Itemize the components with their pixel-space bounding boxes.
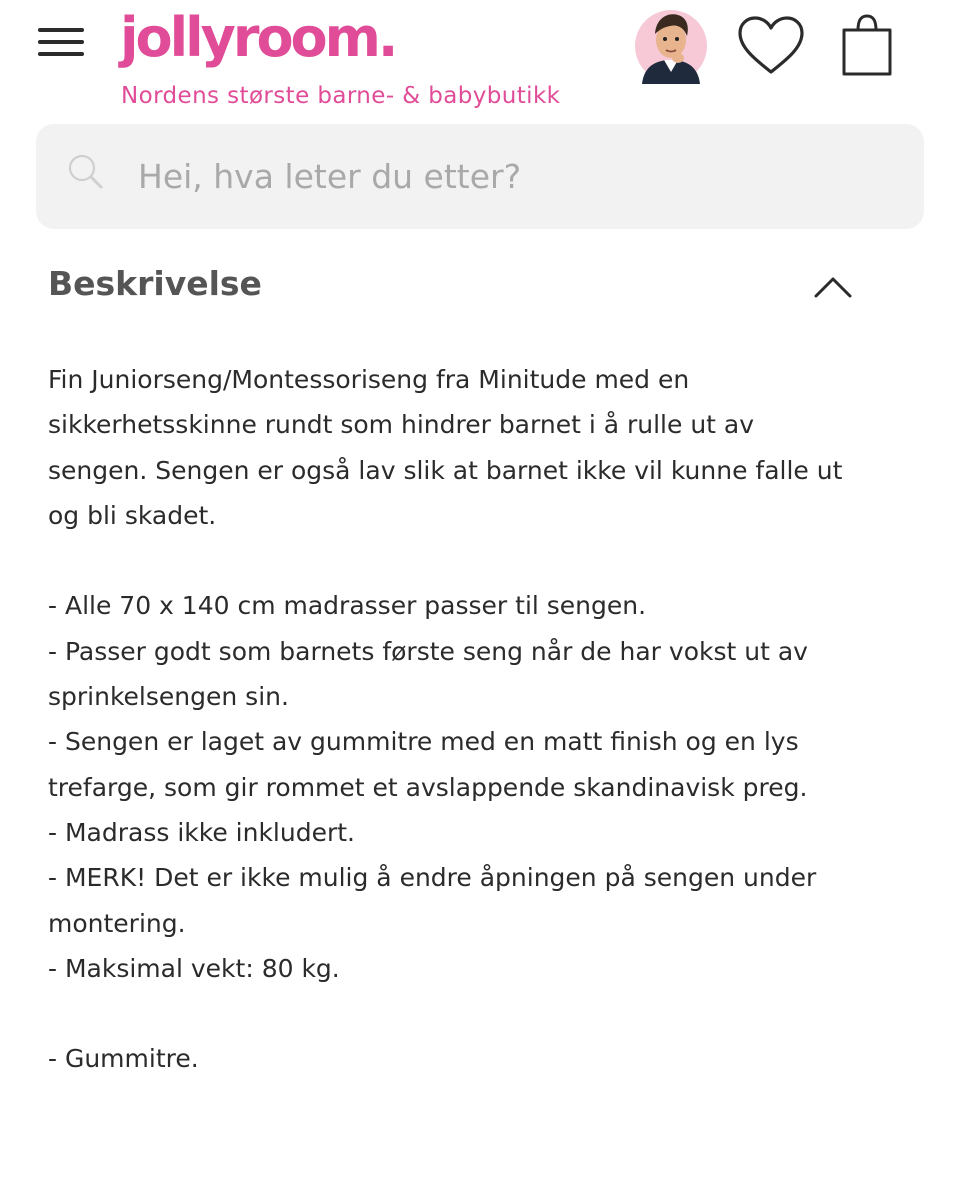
paragraph-gap	[48, 991, 928, 1036]
description-list-item: - Maksimal vekt: 80 kg.	[48, 953, 340, 983]
description-list-item: montering.	[48, 908, 186, 938]
site-header	[0, 0, 960, 120]
site-logo[interactable]: jollyroom.	[120, 6, 396, 69]
description-line: og bli skadet.	[48, 500, 217, 530]
hamburger-menu-icon[interactable]	[36, 24, 86, 60]
site-tagline: Nordens største barne- & babybutikk	[121, 83, 561, 109]
profile-avatar[interactable]	[634, 6, 708, 84]
description-line: sikkerhetsskinne rundt som hindrer barnet i å rulle ut av	[48, 410, 755, 440]
search-icon	[66, 152, 106, 192]
search-placeholder[interactable]: Hei, hva leter du etter?	[138, 157, 522, 196]
section-title[interactable]: Beskrivelse	[48, 264, 262, 303]
heart-icon[interactable]	[736, 14, 806, 78]
description-list-item: trefarge, som gir rommet et avslappende skandinavisk preg.	[48, 772, 808, 802]
product-description	[48, 357, 928, 1082]
description-line: sengen. Sengen er også lav slik at barnet ikke vil kunne falle ut	[48, 455, 843, 485]
paragraph-gap	[48, 538, 928, 583]
description-list	[48, 583, 928, 991]
description-intro	[48, 357, 928, 538]
description-list-item: - Sengen er laget av gummitre med en matt finish og en lys	[48, 727, 799, 757]
shopping-bag-icon[interactable]	[838, 12, 896, 78]
description-material-line: - Gummitre.	[48, 1044, 199, 1074]
chevron-up-icon[interactable]	[812, 268, 854, 302]
description-list-item: - Madrass ikke inkludert.	[48, 817, 355, 847]
description-list-item: sprinkelsengen sin.	[48, 682, 289, 712]
description-material	[48, 1036, 928, 1081]
description-list-item: - Alle 70 x 140 cm madrasser passer til sengen.	[48, 591, 647, 621]
description-list-item: - MERK! Det er ikke mulig å endre åpningen på sengen under	[48, 863, 817, 893]
description-list-item: - Passer godt som barnets første seng når de har vokst ut av	[48, 636, 808, 666]
description-line: Fin Juniorseng/Montessoriseng fra Minitude med en	[48, 365, 690, 394]
